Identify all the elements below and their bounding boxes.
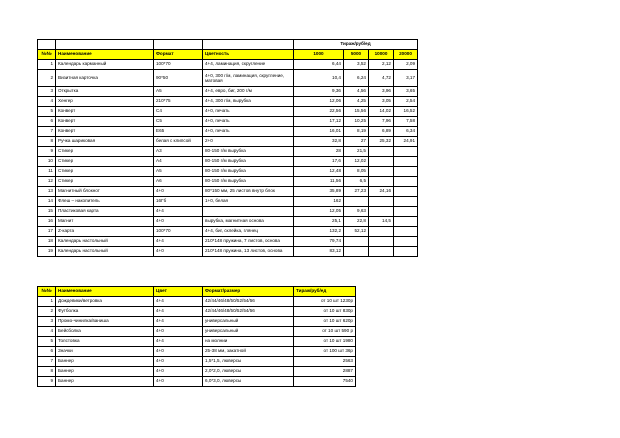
table-cell: Календарь карманный xyxy=(56,60,154,70)
table-cell: универсальный xyxy=(203,327,294,337)
table-cell: 12,02 xyxy=(344,157,369,167)
table-cell xyxy=(394,217,418,227)
table-cell: 17 xyxy=(38,227,56,237)
table-cell: 4+0, 300 г/м, ламинация, скругление, матовая xyxy=(203,70,294,87)
table-cell xyxy=(394,157,418,167)
table-cell: Магнитный блокнот xyxy=(56,187,154,197)
table-blank-cell xyxy=(154,40,203,50)
table-cell: 83,12 xyxy=(294,247,344,257)
table-cell: 79,74 xyxy=(294,237,344,247)
price-table-merch xyxy=(37,286,356,387)
table-cell: 4+0 xyxy=(154,187,203,197)
table-cell: на молнии xyxy=(203,337,294,347)
table-cell: 9,36 xyxy=(294,87,344,97)
col-header: 5000 xyxy=(344,50,369,60)
table-cell xyxy=(394,197,418,207)
table-cell: А4 xyxy=(154,157,203,167)
table-cell: 42/44/46/48/50/52/54/56 xyxy=(203,307,294,317)
table-cell: Дождевики/ветровка xyxy=(56,297,154,307)
table-cell: 22,8 xyxy=(344,217,369,227)
table-cell xyxy=(394,167,418,177)
table-cell: 4+4, евро, биг, 200 г/м xyxy=(203,87,294,97)
table-cell: 15,56 xyxy=(344,107,369,117)
table-cell: 4+4, 300 г/м, вырубка xyxy=(203,97,294,107)
table-cell: 25,1 xyxy=(294,217,344,227)
table-cell: 35,89 xyxy=(294,187,344,197)
table-cell: от 10 шт 1980 xyxy=(294,337,356,347)
table-row xyxy=(38,107,418,117)
table-row xyxy=(38,377,356,387)
table-cell: Баннер xyxy=(56,377,154,387)
table-cell: 4,56 xyxy=(344,87,369,97)
col-header: Формат xyxy=(154,50,203,60)
table-cell: 2,09 xyxy=(394,60,418,70)
table-cell: 16,52 xyxy=(394,107,418,117)
table-cell: Конверт xyxy=(56,127,154,137)
table-cell: от 100 шт 36р xyxy=(294,347,356,357)
table-cell: Календарь настольный xyxy=(56,237,154,247)
table-row xyxy=(38,137,418,147)
table-cell: 6 xyxy=(38,117,56,127)
table-cell: белая с клипсой xyxy=(154,137,203,147)
table-cell: 132,2 xyxy=(294,227,344,237)
table-cell: Флеш – накопитель xyxy=(56,197,154,207)
table-cell: 2 xyxy=(38,307,56,317)
col-header: 10000 xyxy=(369,50,394,60)
table-cell: Магнит xyxy=(56,217,154,227)
table-cell: 25-38 мм, закатной xyxy=(203,347,294,357)
tirazh-header: Тираж/руб/ед xyxy=(294,40,418,50)
col-header: Тираж/руб/ед xyxy=(294,287,356,297)
table-cell xyxy=(394,247,418,257)
table-row xyxy=(38,147,418,157)
table-cell: 17,6 xyxy=(294,157,344,167)
table-cell xyxy=(394,227,418,237)
table-cell: 80-150 г/м вырубка xyxy=(203,167,294,177)
table-cell: 210*75 xyxy=(154,97,203,107)
table-row xyxy=(38,227,418,237)
table-cell: 7 xyxy=(38,357,56,367)
table-cell: 2+0 xyxy=(203,137,294,147)
col-header: Наименование xyxy=(56,50,154,60)
table-cell: 16,01 xyxy=(294,127,344,137)
table-cell: Конверт xyxy=(56,107,154,117)
table-cell: Конверт xyxy=(56,117,154,127)
table-cell: 6,0*3,0, люверсы xyxy=(203,377,294,387)
table-cell: от 10 шт 1230р xyxy=(294,297,356,307)
table-cell: 25,32 xyxy=(369,137,394,147)
table-cell: 9,63 xyxy=(344,207,369,217)
table-cell: 8,19 xyxy=(344,127,369,137)
table-cell: 4+0, печать xyxy=(203,127,294,137)
col-header: 1000 xyxy=(294,50,344,60)
table-cell: 6 xyxy=(38,347,56,357)
table-cell: 8 xyxy=(38,367,56,377)
table-cell: С4 xyxy=(154,107,203,117)
table-cell: 7,58 xyxy=(394,117,418,127)
table-cell: Визитная карточка xyxy=(56,70,154,87)
table-cell: 80-150 г/м вырубка xyxy=(203,147,294,157)
table-cell: 28 xyxy=(294,147,344,157)
table-cell: 24,91 xyxy=(394,137,418,147)
table-cell: 18 xyxy=(38,237,56,247)
table-cell: 10 xyxy=(38,157,56,167)
table-cell: 14,5 xyxy=(369,217,394,227)
table-cell xyxy=(369,177,394,187)
table-row xyxy=(38,237,418,247)
table-row xyxy=(38,157,418,167)
table-cell: 12,48 xyxy=(294,167,344,177)
table-cell: 4+4 xyxy=(154,237,203,247)
table-cell: 7,96 xyxy=(369,117,394,127)
table-cell: 3,05 xyxy=(369,97,394,107)
table-cell: 4+0 xyxy=(154,367,203,377)
table-cell xyxy=(394,147,418,157)
table-cell: 11 xyxy=(38,167,56,177)
table-cell: 19 xyxy=(38,247,56,257)
table-cell: 14 xyxy=(38,197,56,207)
table-cell: 1 xyxy=(38,297,56,307)
table-cell: 4+4, ламинация, скругление xyxy=(203,60,294,70)
col-header: №№ xyxy=(38,287,56,297)
table-cell xyxy=(394,177,418,187)
table-cell: Стикер xyxy=(56,167,154,177)
table-cell: Футболка xyxy=(56,307,154,317)
table-cell: Открытка xyxy=(56,87,154,97)
table-blank-cell xyxy=(38,40,56,50)
table-blank-cell xyxy=(56,40,154,50)
table-cell xyxy=(344,197,369,207)
table-cell: Стикер xyxy=(56,177,154,187)
table-cell xyxy=(369,247,394,257)
table-cell: 80-150 г/м вырубка xyxy=(203,157,294,167)
table-cell: Бейсболка xyxy=(56,327,154,337)
table-cell: 5 xyxy=(38,337,56,347)
table-cell: 4+0 xyxy=(154,217,203,227)
table-cell: А5 xyxy=(154,87,203,97)
table-cell xyxy=(369,207,394,217)
table-cell: 2,0*2,0, люверсы xyxy=(203,367,294,377)
table-cell: 6,34 xyxy=(394,127,418,137)
table-cell: 90*50 xyxy=(154,70,203,87)
table-cell: 8,05 xyxy=(344,167,369,177)
table-row xyxy=(38,197,418,207)
table-cell: вырубка, магнитная основа xyxy=(203,217,294,227)
table-cell xyxy=(394,207,418,217)
table-cell: 4,72 xyxy=(369,70,394,87)
table-row xyxy=(38,337,356,347)
table-cell: 4+0, печать xyxy=(203,107,294,117)
table-cell: 4+0 xyxy=(154,247,203,257)
table-row xyxy=(38,177,418,187)
col-header: Цвет xyxy=(154,287,203,297)
table-cell xyxy=(344,237,369,247)
table-cell: 4+4 xyxy=(154,317,203,327)
table-cell xyxy=(369,157,394,167)
table-row xyxy=(38,70,418,87)
table-row xyxy=(38,367,356,377)
table-cell xyxy=(369,197,394,207)
table-cell: 10,25 xyxy=(344,117,369,127)
table-cell: 11,56 xyxy=(294,177,344,187)
table-cell: Значки xyxy=(56,347,154,357)
table-cell: 12,05 xyxy=(294,207,344,217)
table-cell: 3,96 xyxy=(369,87,394,97)
table-row xyxy=(38,87,418,97)
table-cell: Баннер xyxy=(56,357,154,367)
table-cell: А6 xyxy=(154,177,203,187)
table-row xyxy=(38,60,418,70)
table-cell: Пластиковая карта xyxy=(56,207,154,217)
table-cell: 6,89 xyxy=(369,127,394,137)
table-cell: 13 xyxy=(38,187,56,197)
table-row xyxy=(38,347,356,357)
table-cell: 1,5*1,5, люверсы xyxy=(203,357,294,367)
table-cell: 2563 xyxy=(294,357,356,367)
table-cell: 2 xyxy=(38,70,56,87)
table-cell: 16 xyxy=(38,217,56,227)
table-cell: 15 xyxy=(38,207,56,217)
table-cell: 2887 xyxy=(294,367,356,377)
table-row xyxy=(38,217,418,227)
table-cell: 2,12 xyxy=(369,60,394,70)
table-cell xyxy=(369,167,394,177)
table-cell: 4+4 xyxy=(154,307,203,317)
table-cell: 4+4 xyxy=(154,207,203,217)
table-cell: 4+0 xyxy=(154,327,203,337)
table-cell: от 10 шт 830р xyxy=(294,307,356,317)
table-cell: 12 xyxy=(38,177,56,187)
table-cell xyxy=(394,237,418,247)
table-cell: 4,25 xyxy=(344,97,369,107)
table-cell: 4+0 xyxy=(154,357,203,367)
table-cell: 4+4, биг, склейка, глянец xyxy=(203,227,294,237)
table-cell: 12,06 xyxy=(294,97,344,107)
table-cell: 5 xyxy=(38,107,56,117)
table-cell: 14,02 xyxy=(369,107,394,117)
table-cell: 7540 xyxy=(294,377,356,387)
table-cell: 6,44 xyxy=(294,60,344,70)
table-cell xyxy=(369,237,394,247)
table-cell: 27,23 xyxy=(344,187,369,197)
table-cell xyxy=(369,227,394,237)
table-cell: 3,65 xyxy=(394,87,418,97)
table-cell: Промо-чинилка/ваниша xyxy=(56,317,154,327)
table-cell: от 10 шт 590 р xyxy=(294,327,356,337)
table-cell xyxy=(394,187,418,197)
table-row xyxy=(38,327,356,337)
table-cell: 24,16 xyxy=(369,187,394,197)
table-cell: 210*148 пружина, 13 листов, основа xyxy=(203,247,294,257)
table-cell: 9 xyxy=(38,147,56,157)
table-cell: 80*150 мм, 25 листов внутр блок xyxy=(203,187,294,197)
table-cell: 27 xyxy=(344,137,369,147)
table-cell: 7 xyxy=(38,127,56,137)
table-cell: 9 xyxy=(38,377,56,387)
table-row xyxy=(38,307,356,317)
table-cell: Z-карта xyxy=(56,227,154,237)
table-row xyxy=(38,97,418,107)
table-row xyxy=(38,207,418,217)
table-cell: 3 xyxy=(38,317,56,327)
table-cell: 162 xyxy=(294,197,344,207)
table-cell: 210*148 пружина, 7 листов, основа xyxy=(203,237,294,247)
table-cell xyxy=(344,247,369,257)
table-header-row xyxy=(38,287,356,297)
table-cell: 10,4 xyxy=(294,70,344,87)
col-header: 20000 xyxy=(394,50,418,60)
table-cell: 42/44/46/48/50/52/54/56 xyxy=(203,297,294,307)
table-cell: 4 xyxy=(38,327,56,337)
table-cell: 80-150 г/м вырубка xyxy=(203,177,294,187)
table-cell xyxy=(203,207,294,217)
table-cell: С5 xyxy=(154,117,203,127)
table-row xyxy=(38,317,356,327)
table-cell: Календарь настольный xyxy=(56,247,154,257)
table-cell: 22,56 xyxy=(294,107,344,117)
table-row xyxy=(38,247,418,257)
table-cell: А3 xyxy=(154,147,203,157)
table-cell: Баннер xyxy=(56,367,154,377)
table-cell: 2,54 xyxy=(394,97,418,107)
table-row xyxy=(38,127,418,137)
table-cell: А5 xyxy=(154,167,203,177)
price-table-print xyxy=(37,39,418,257)
table-row xyxy=(38,187,418,197)
table-blank-cell xyxy=(203,40,294,50)
table-row xyxy=(38,357,356,367)
table-row xyxy=(38,297,356,307)
table-row xyxy=(38,167,418,177)
table-row xyxy=(38,117,418,127)
table-cell: 4+0 xyxy=(154,377,203,387)
table-cell: 4+0, печать xyxy=(203,117,294,127)
col-header: Цветность xyxy=(203,50,294,60)
col-header: Наименование xyxy=(56,287,154,297)
table-cell: 3 xyxy=(38,87,56,97)
table-cell: 21,5 xyxy=(344,147,369,157)
table-cell: Е65 xyxy=(154,127,203,137)
table-cell: 8 xyxy=(38,137,56,147)
table-cell: 4+4 xyxy=(154,297,203,307)
table-cell: Стикер xyxy=(56,157,154,167)
table-cell: 100*70 xyxy=(154,60,203,70)
table-cell: 32,8 xyxy=(294,137,344,147)
table-cell: 4+4 xyxy=(154,337,203,347)
table-cell: 4 xyxy=(38,97,56,107)
table-cell: 3,17 xyxy=(394,70,418,87)
table-cell xyxy=(369,147,394,157)
table-cell: 4+0 xyxy=(154,347,203,357)
table-cell: 17,12 xyxy=(294,117,344,127)
table-cell: Ручка шариковая xyxy=(56,137,154,147)
table-cell: 16Гб xyxy=(154,197,203,207)
table-cell: универсальный xyxy=(203,317,294,327)
table-cell: 1+0, белая xyxy=(203,197,294,207)
table-cell: 1 xyxy=(38,60,56,70)
table-cell: Стикер xyxy=(56,147,154,157)
table-cell: 52,12 xyxy=(344,227,369,237)
table-cell: 6,24 xyxy=(344,70,369,87)
table-header-row xyxy=(38,50,418,60)
col-header: Формат/размер xyxy=(203,287,294,297)
table-cell: 3,52 xyxy=(344,60,369,70)
table-cell: Хенгер xyxy=(56,97,154,107)
col-header: №№ xyxy=(38,50,56,60)
table-cell: Толстовка xyxy=(56,337,154,347)
table-cell: от 10 шт 620р xyxy=(294,317,356,327)
table-cell: 6,5 xyxy=(344,177,369,187)
table-cell: 100*70 xyxy=(154,227,203,237)
